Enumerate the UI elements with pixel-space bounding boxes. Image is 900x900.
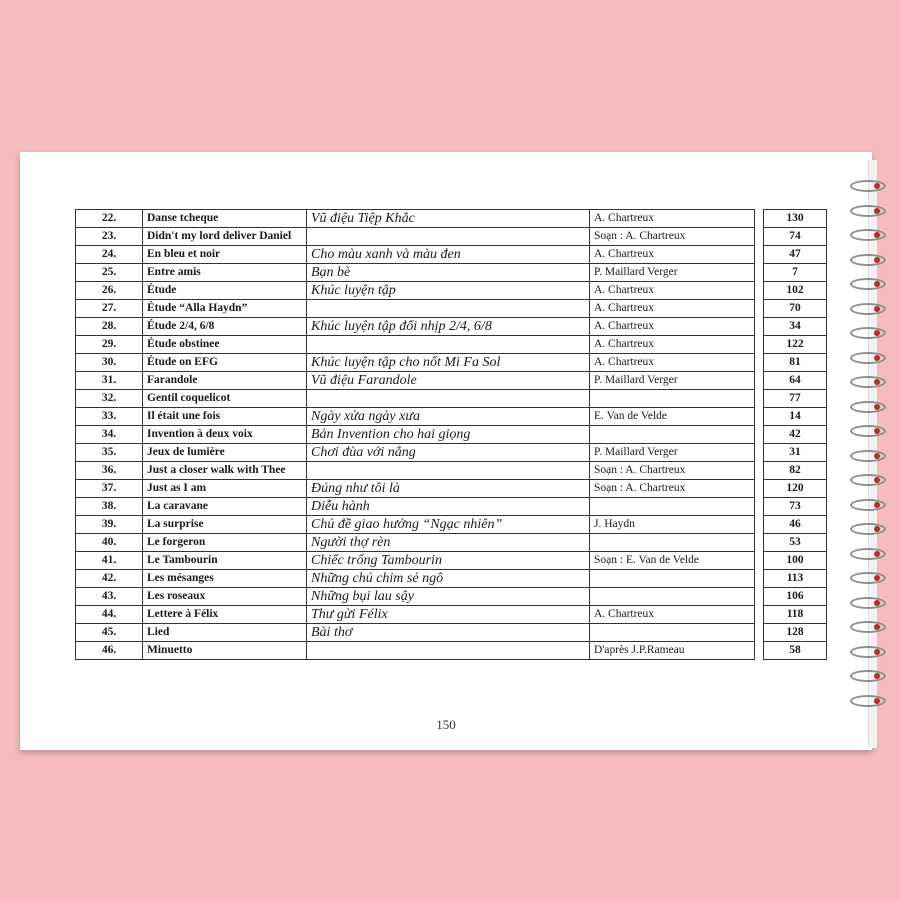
spiral-ring: [850, 621, 886, 633]
row-number: 43.: [76, 588, 143, 606]
row-number: 28.: [76, 318, 143, 336]
row-number: 29.: [76, 336, 143, 354]
page-ref: 106: [764, 588, 827, 606]
page-ref: 47: [764, 246, 827, 264]
spiral-ring: [850, 352, 886, 364]
row-number: 39.: [76, 516, 143, 534]
song-title: Étude: [143, 282, 307, 300]
song-title: Didn't my lord deliver Daniel: [143, 228, 307, 246]
vietnamese-title: Diễu hành: [307, 498, 590, 516]
row-number: 23.: [76, 228, 143, 246]
vietnamese-title: [307, 462, 590, 480]
page-ref: 82: [764, 462, 827, 480]
page-ref: 7: [764, 264, 827, 282]
composer: Soạn : E. Van de Velde: [590, 552, 755, 570]
table-row: [76, 264, 827, 282]
spiral-ring: [850, 278, 886, 290]
spiral-ring: [850, 327, 886, 339]
vietnamese-title: [307, 642, 590, 660]
page-ref: 58: [764, 642, 827, 660]
composer: A. Chartreux: [590, 246, 755, 264]
composer: [590, 570, 755, 588]
song-title: Invention à deux voix: [143, 426, 307, 444]
spiral-ring: [850, 229, 886, 241]
vietnamese-title: Những chú chim sẻ ngô: [307, 570, 590, 588]
row-number: 25.: [76, 264, 143, 282]
vietnamese-title: [307, 336, 590, 354]
composer: Soạn : A. Chartreux: [590, 480, 755, 498]
table-row: [76, 336, 827, 354]
row-number: 33.: [76, 408, 143, 426]
table-row: [76, 534, 827, 552]
composer: A. Chartreux: [590, 282, 755, 300]
column-gap: [755, 624, 764, 642]
song-title: Lied: [143, 624, 307, 642]
page-ref: 120: [764, 480, 827, 498]
column-gap: [755, 498, 764, 516]
song-title: Farandole: [143, 372, 307, 390]
column-gap: [755, 552, 764, 570]
table-row: [76, 372, 827, 390]
spiral-ring: [850, 548, 886, 560]
row-number: 35.: [76, 444, 143, 462]
spiral-ring: [850, 254, 886, 266]
vietnamese-title: [307, 300, 590, 318]
song-title: Jeux de lumière: [143, 444, 307, 462]
table-row: [76, 300, 827, 318]
page-ref: 74: [764, 228, 827, 246]
page-ref: 122: [764, 336, 827, 354]
column-gap: [755, 318, 764, 336]
table-row: [76, 606, 827, 624]
row-number: 26.: [76, 282, 143, 300]
table-row: [76, 390, 827, 408]
song-title: Lettere à Félix: [143, 606, 307, 624]
spiral-ring: [850, 646, 886, 658]
row-number: 46.: [76, 642, 143, 660]
vietnamese-title: Khúc luyện tập đổi nhịp 2/4, 6/8: [307, 318, 590, 336]
column-gap: [755, 462, 764, 480]
song-title: Just as I am: [143, 480, 307, 498]
vietnamese-title: Cho màu xanh và màu đen: [307, 246, 590, 264]
spiral-binding: [850, 180, 890, 720]
column-gap: [755, 354, 764, 372]
song-title: Entre amis: [143, 264, 307, 282]
column-gap: [755, 516, 764, 534]
composer: A. Chartreux: [590, 300, 755, 318]
row-number: 45.: [76, 624, 143, 642]
composer: A. Chartreux: [590, 606, 755, 624]
page-ref: 42: [764, 426, 827, 444]
song-title: La surprise: [143, 516, 307, 534]
song-title: Gentil coquelicot: [143, 390, 307, 408]
table-row: [76, 210, 827, 228]
composer: P. Maillard Verger: [590, 444, 755, 462]
spiral-ring: [850, 523, 886, 535]
song-title: En bleu et noir: [143, 246, 307, 264]
song-title: Minuetto: [143, 642, 307, 660]
composer: A. Chartreux: [590, 336, 755, 354]
page-ref: 70: [764, 300, 827, 318]
vietnamese-title: Bản Invention cho hai giọng: [307, 426, 590, 444]
page-ref: 77: [764, 390, 827, 408]
composer: P. Maillard Verger: [590, 264, 755, 282]
table-row: [76, 552, 827, 570]
page-ref: 102: [764, 282, 827, 300]
row-number: 27.: [76, 300, 143, 318]
table-row: [76, 462, 827, 480]
spiral-ring: [850, 572, 886, 584]
spiral-ring: [850, 450, 886, 462]
song-title: Just a closer walk with Thee: [143, 462, 307, 480]
composer: J. Haydn: [590, 516, 755, 534]
page-ref: 81: [764, 354, 827, 372]
column-gap: [755, 264, 764, 282]
composer: A. Chartreux: [590, 210, 755, 228]
table-row: [76, 588, 827, 606]
page-ref: 128: [764, 624, 827, 642]
table-row: [76, 246, 827, 264]
table-row: [76, 354, 827, 372]
composer: [590, 390, 755, 408]
index-table-body: [76, 210, 827, 660]
row-number: 31.: [76, 372, 143, 390]
page-ref: 34: [764, 318, 827, 336]
page-ref: 64: [764, 372, 827, 390]
vietnamese-title: Đúng như tôi là: [307, 480, 590, 498]
column-gap: [755, 372, 764, 390]
spiral-ring: [850, 376, 886, 388]
column-gap: [755, 408, 764, 426]
column-gap: [755, 570, 764, 588]
spiral-ring: [850, 425, 886, 437]
page-ref: 113: [764, 570, 827, 588]
column-gap: [755, 480, 764, 498]
composer: P. Maillard Verger: [590, 372, 755, 390]
vietnamese-title: Vũ điệu Tiệp Khắc: [307, 210, 590, 228]
page-ref: 14: [764, 408, 827, 426]
composer: Soạn : A. Chartreux: [590, 228, 755, 246]
composer: E. Van de Velde: [590, 408, 755, 426]
song-title: Les roseaux: [143, 588, 307, 606]
spiral-ring: [850, 401, 886, 413]
column-gap: [755, 246, 764, 264]
column-gap: [755, 210, 764, 228]
column-gap: [755, 228, 764, 246]
column-gap: [755, 336, 764, 354]
page-ref: 53: [764, 534, 827, 552]
vietnamese-title: Thư gửi Félix: [307, 606, 590, 624]
page-ref: 100: [764, 552, 827, 570]
page-ref: 130: [764, 210, 827, 228]
song-title: Étude “Alla Haydn”: [143, 300, 307, 318]
song-title: Danse tcheque: [143, 210, 307, 228]
vietnamese-title: [307, 228, 590, 246]
table-row: [76, 426, 827, 444]
table-row: [76, 408, 827, 426]
table-row: [76, 624, 827, 642]
table-row: [76, 642, 827, 660]
column-gap: [755, 588, 764, 606]
row-number: 41.: [76, 552, 143, 570]
vietnamese-title: Những bụi lau sậy: [307, 588, 590, 606]
row-number: 22.: [76, 210, 143, 228]
page-number: 150: [436, 717, 456, 732]
song-title: Le forgeron: [143, 534, 307, 552]
composer: D'après J.P.Rameau: [590, 642, 755, 660]
composer: [590, 498, 755, 516]
vietnamese-title: Khúc luyện tập cho nốt Mi Fa Sol: [307, 354, 590, 372]
row-number: 32.: [76, 390, 143, 408]
composer: Soạn : A. Chartreux: [590, 462, 755, 480]
spiral-ring: [850, 670, 886, 682]
column-gap: [755, 426, 764, 444]
vietnamese-title: Khúc luyện tập: [307, 282, 590, 300]
spiral-ring: [850, 180, 886, 192]
composer: [590, 588, 755, 606]
vietnamese-title: Bạn bè: [307, 264, 590, 282]
column-gap: [755, 300, 764, 318]
composer: [590, 534, 755, 552]
spiral-ring: [850, 499, 886, 511]
table-row: [76, 318, 827, 336]
composer: [590, 426, 755, 444]
spiral-ring: [850, 474, 886, 486]
row-number: 30.: [76, 354, 143, 372]
vietnamese-title: Vũ điệu Farandole: [307, 372, 590, 390]
vietnamese-title: Chơi đùa với nắng: [307, 444, 590, 462]
row-number: 37.: [76, 480, 143, 498]
page-ref: 118: [764, 606, 827, 624]
song-title: Étude obstinee: [143, 336, 307, 354]
song-title: Le Tambourin: [143, 552, 307, 570]
page-ref: 31: [764, 444, 827, 462]
row-number: 42.: [76, 570, 143, 588]
row-number: 34.: [76, 426, 143, 444]
page-ref: 73: [764, 498, 827, 516]
vietnamese-title: [307, 390, 590, 408]
vietnamese-title: Bài thơ: [307, 624, 590, 642]
spiral-ring: [850, 205, 886, 217]
song-title: Étude 2/4, 6/8: [143, 318, 307, 336]
table-row: [76, 570, 827, 588]
vietnamese-title: Chủ đề giao hưởng “Ngạc nhiên”: [307, 516, 590, 534]
spiral-ring: [850, 597, 886, 609]
row-number: 44.: [76, 606, 143, 624]
row-number: 38.: [76, 498, 143, 516]
composer: A. Chartreux: [590, 354, 755, 372]
row-number: 24.: [76, 246, 143, 264]
table-row: [76, 516, 827, 534]
table-row: [76, 444, 827, 462]
song-title: Il était une fois: [143, 408, 307, 426]
column-gap: [755, 642, 764, 660]
row-number: 40.: [76, 534, 143, 552]
composer: A. Chartreux: [590, 318, 755, 336]
column-gap: [755, 390, 764, 408]
vietnamese-title: Chiếc trống Tambourin: [307, 552, 590, 570]
column-gap: [755, 282, 764, 300]
table-row: [76, 480, 827, 498]
book-page: [20, 152, 872, 750]
column-gap: [755, 606, 764, 624]
spiral-ring: [850, 695, 886, 707]
table-row: [76, 282, 827, 300]
song-title: La caravane: [143, 498, 307, 516]
table-row: [76, 228, 827, 246]
column-gap: [755, 534, 764, 552]
vietnamese-title: Ngày xửa ngày xưa: [307, 408, 590, 426]
vietnamese-title: Người thợ rèn: [307, 534, 590, 552]
composer: [590, 624, 755, 642]
song-title: Étude on EFG: [143, 354, 307, 372]
table-row: [76, 498, 827, 516]
song-title: Les mésanges: [143, 570, 307, 588]
index-table: [75, 209, 827, 660]
page-ref: 46: [764, 516, 827, 534]
spiral-ring: [850, 303, 886, 315]
row-number: 36.: [76, 462, 143, 480]
column-gap: [755, 444, 764, 462]
